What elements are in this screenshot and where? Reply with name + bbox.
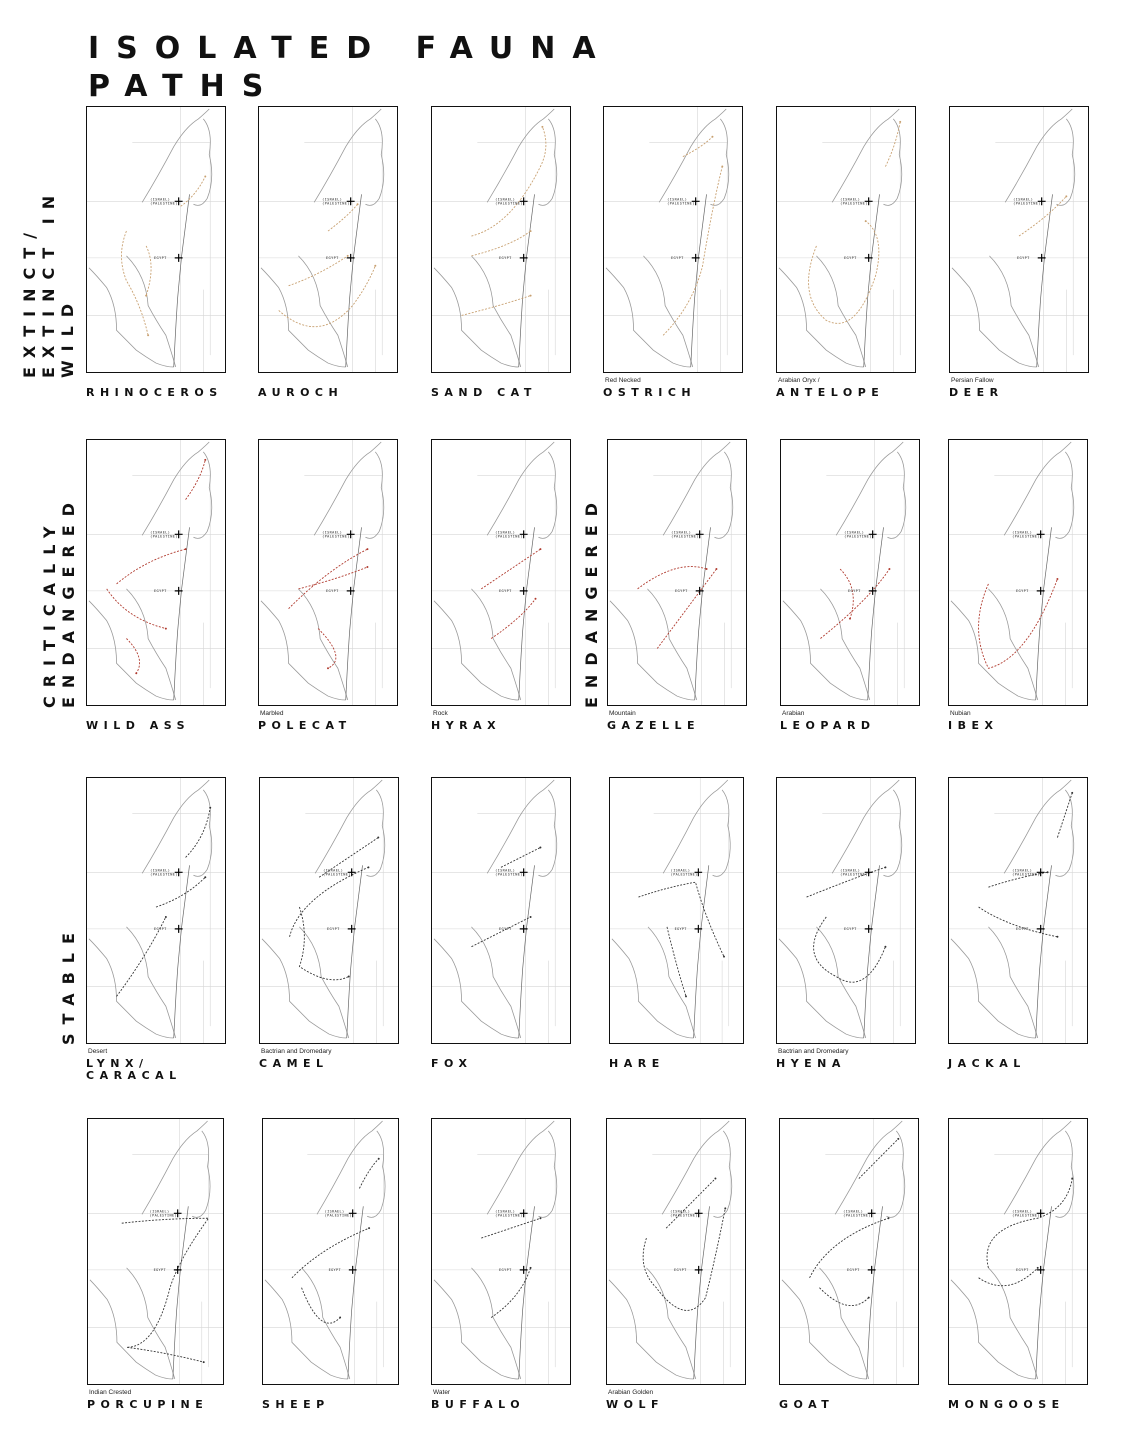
svg-text:EGYPT: EGYPT bbox=[675, 588, 688, 593]
animal-sublabel-leopard: Arabian bbox=[782, 710, 805, 717]
animal-name-jackal: JACKAL bbox=[948, 1057, 1026, 1070]
animal-name-ostrich: OSTRICH bbox=[603, 386, 697, 399]
svg-text:(PALESTINE): (PALESTINE) bbox=[1013, 201, 1041, 206]
status-label-endangered: ENDANGERED bbox=[582, 494, 601, 708]
animal-name-polecat: POLECAT bbox=[258, 719, 352, 732]
svg-text:(ISRAEL): (ISRAEL) bbox=[324, 1209, 345, 1214]
map-panel-antelope bbox=[776, 106, 916, 373]
animal-name-camel: CAMEL bbox=[259, 1057, 329, 1070]
status-label-critically-endangered: CRITICALLY ENDANGERED bbox=[40, 494, 78, 708]
animal-name-goat: GOAT bbox=[779, 1398, 835, 1411]
svg-text:(ISRAEL): (ISRAEL) bbox=[671, 530, 692, 535]
animal-sublabel-hyena: Bactrian and Dromedary bbox=[778, 1048, 849, 1055]
svg-text:EGYPT: EGYPT bbox=[153, 1267, 166, 1272]
map-panel-hyena bbox=[776, 777, 916, 1044]
animal-sublabel-hyrax: Rock bbox=[433, 710, 448, 717]
animal-sublabel-antelope: Arabian Oryx / bbox=[778, 377, 820, 384]
svg-text:(PALESTINE): (PALESTINE) bbox=[149, 1213, 177, 1218]
map-panel-leopard bbox=[780, 439, 920, 706]
animal-name-buffalo: BUFFALO bbox=[431, 1398, 526, 1411]
svg-text:EGYPT: EGYPT bbox=[1016, 588, 1029, 593]
animal-name-rhinoceros: RHINOCEROS bbox=[86, 386, 223, 399]
svg-text:(PALESTINE): (PALESTINE) bbox=[671, 534, 699, 539]
svg-text:(PALESTINE): (PALESTINE) bbox=[1012, 872, 1040, 877]
animal-sublabel-lynx-caracal: Desert bbox=[88, 1048, 108, 1055]
svg-text:(PALESTINE): (PALESTINE) bbox=[843, 1213, 871, 1218]
animal-sublabel-wolf: Arabian Golden bbox=[608, 1389, 654, 1396]
map-panel-goat bbox=[779, 1118, 919, 1385]
svg-text:(PALESTINE): (PALESTINE) bbox=[840, 872, 868, 877]
svg-text:(PALESTINE): (PALESTINE) bbox=[495, 534, 523, 539]
animal-name-lynx-caracal: LYNX/ CARACAL bbox=[86, 1057, 182, 1082]
animal-name-sheep: SHEEP bbox=[262, 1398, 330, 1411]
svg-text:EGYPT: EGYPT bbox=[154, 926, 167, 931]
svg-text:(ISRAEL): (ISRAEL) bbox=[840, 868, 861, 873]
map-panel-hyrax bbox=[431, 439, 571, 706]
svg-text:(ISRAEL): (ISRAEL) bbox=[150, 868, 171, 873]
animal-sublabel-porcupine: Indian Crested bbox=[89, 1389, 132, 1396]
map-panel-camel bbox=[259, 777, 399, 1044]
svg-text:(ISRAEL): (ISRAEL) bbox=[495, 868, 516, 873]
svg-text:(PALESTINE): (PALESTINE) bbox=[667, 201, 695, 206]
map-panel-fox bbox=[431, 777, 571, 1044]
svg-text:EGYPT: EGYPT bbox=[674, 926, 687, 931]
svg-text:(PALESTINE): (PALESTINE) bbox=[670, 872, 698, 877]
svg-text:(PALESTINE): (PALESTINE) bbox=[322, 534, 350, 539]
svg-text:EGYPT: EGYPT bbox=[1017, 255, 1030, 260]
map-panel-hare bbox=[609, 777, 744, 1044]
animal-name-wild-ass: WILD ASS bbox=[86, 719, 191, 732]
map-panel-deer bbox=[949, 106, 1089, 373]
animal-name-sand-cat: SAND CAT bbox=[431, 386, 537, 399]
svg-text:(PALESTINE): (PALESTINE) bbox=[844, 534, 872, 539]
svg-text:(PALESTINE): (PALESTINE) bbox=[1012, 1213, 1040, 1218]
svg-text:(ISRAEL): (ISRAEL) bbox=[670, 868, 691, 873]
animal-name-hyena: HYENA bbox=[776, 1057, 846, 1070]
svg-text:EGYPT: EGYPT bbox=[847, 1267, 860, 1272]
svg-text:(ISRAEL): (ISRAEL) bbox=[843, 1209, 864, 1214]
animal-name-mongoose: MONGOOSE bbox=[948, 1398, 1065, 1411]
map-panel-mongoose bbox=[948, 1118, 1088, 1385]
svg-text:(PALESTINE): (PALESTINE) bbox=[495, 872, 523, 877]
animal-name-fox: FOX bbox=[431, 1057, 473, 1070]
animal-name-deer: DEER bbox=[949, 386, 1004, 399]
svg-text:(PALESTINE): (PALESTINE) bbox=[840, 201, 868, 206]
animal-name-hyrax: HYRAX bbox=[431, 719, 502, 732]
svg-text:EGYPT: EGYPT bbox=[1016, 926, 1029, 931]
svg-text:(ISRAEL): (ISRAEL) bbox=[495, 1209, 516, 1214]
map-panel-polecat bbox=[258, 439, 398, 706]
svg-text:(PALESTINE): (PALESTINE) bbox=[150, 201, 178, 206]
svg-text:EGYPT: EGYPT bbox=[499, 588, 512, 593]
svg-text:EGYPT: EGYPT bbox=[328, 1267, 341, 1272]
svg-text:(PALESTINE): (PALESTINE) bbox=[322, 201, 350, 206]
map-panel-jackal bbox=[948, 777, 1088, 1044]
animal-name-leopard: LEOPARD bbox=[780, 719, 876, 732]
animal-name-gazelle: GAZELLE bbox=[607, 719, 701, 732]
svg-text:(ISRAEL): (ISRAEL) bbox=[1012, 530, 1033, 535]
svg-text:EGYPT: EGYPT bbox=[499, 1267, 512, 1272]
svg-text:(ISRAEL): (ISRAEL) bbox=[667, 197, 688, 202]
svg-text:(ISRAEL): (ISRAEL) bbox=[670, 1209, 691, 1214]
svg-text:(PALESTINE): (PALESTINE) bbox=[324, 1213, 352, 1218]
svg-text:EGYPT: EGYPT bbox=[154, 255, 167, 260]
svg-text:EGYPT: EGYPT bbox=[499, 255, 512, 260]
map-panel-gazelle bbox=[607, 439, 747, 706]
svg-text:(ISRAEL): (ISRAEL) bbox=[150, 197, 171, 202]
animal-sublabel-deer: Persian Fallow bbox=[951, 377, 994, 384]
animal-name-wolf: WOLF bbox=[606, 1398, 665, 1411]
svg-text:(ISRAEL): (ISRAEL) bbox=[323, 868, 344, 873]
map-panel-auroch bbox=[258, 106, 398, 373]
svg-text:(ISRAEL): (ISRAEL) bbox=[1013, 197, 1034, 202]
svg-text:EGYPT: EGYPT bbox=[326, 255, 339, 260]
animal-name-antelope: ANTELOPE bbox=[776, 386, 885, 399]
svg-text:(ISRAEL): (ISRAEL) bbox=[150, 530, 171, 535]
svg-text:EGYPT: EGYPT bbox=[1016, 1267, 1029, 1272]
title-line-1: ISOLATED FAUNA bbox=[88, 31, 613, 66]
svg-text:(ISRAEL): (ISRAEL) bbox=[322, 530, 343, 535]
svg-text:EGYPT: EGYPT bbox=[844, 926, 857, 931]
svg-text:(ISRAEL): (ISRAEL) bbox=[495, 197, 516, 202]
svg-text:(PALESTINE): (PALESTINE) bbox=[670, 1213, 698, 1218]
status-label-stable: STABLE bbox=[59, 924, 78, 1045]
animal-sublabel-camel: Bactrian and Dromedary bbox=[261, 1048, 332, 1055]
svg-text:EGYPT: EGYPT bbox=[844, 255, 857, 260]
map-panel-sand-cat bbox=[431, 106, 571, 373]
svg-text:(PALESTINE): (PALESTINE) bbox=[323, 872, 351, 877]
title-line-2: PATHS bbox=[88, 69, 281, 104]
svg-text:(ISRAEL): (ISRAEL) bbox=[840, 197, 861, 202]
svg-text:(ISRAEL): (ISRAEL) bbox=[844, 530, 865, 535]
svg-text:(PALESTINE): (PALESTINE) bbox=[1012, 534, 1040, 539]
animal-name-hare: HARE bbox=[609, 1057, 665, 1070]
svg-text:(PALESTINE): (PALESTINE) bbox=[495, 1213, 523, 1218]
svg-text:(ISRAEL): (ISRAEL) bbox=[149, 1209, 170, 1214]
map-panel-sheep bbox=[262, 1118, 399, 1385]
svg-text:EGYPT: EGYPT bbox=[674, 1267, 687, 1272]
page-title bbox=[88, 30, 613, 106]
map-panel-wolf bbox=[606, 1118, 746, 1385]
animal-sublabel-ostrich: Red Necked bbox=[605, 377, 641, 384]
status-label-extinct: EXTINCT/ EXTINCT IN WILD bbox=[20, 186, 77, 378]
svg-text:EGYPT: EGYPT bbox=[327, 926, 340, 931]
map-panel-rhinoceros bbox=[86, 106, 226, 373]
animal-sublabel-gazelle: Mountain bbox=[609, 710, 636, 717]
svg-text:(ISRAEL): (ISRAEL) bbox=[1012, 1209, 1033, 1214]
svg-text:(PALESTINE): (PALESTINE) bbox=[150, 534, 178, 539]
animal-sublabel-polecat: Marbled bbox=[260, 710, 284, 717]
svg-text:(ISRAEL): (ISRAEL) bbox=[322, 197, 343, 202]
map-panel-wild-ass bbox=[86, 439, 226, 706]
svg-text:(PALESTINE): (PALESTINE) bbox=[495, 201, 523, 206]
svg-text:EGYPT: EGYPT bbox=[671, 255, 684, 260]
animal-sublabel-ibex: Nubian bbox=[950, 710, 971, 717]
animal-name-auroch: AUROCH bbox=[258, 386, 344, 399]
svg-text:(ISRAEL): (ISRAEL) bbox=[495, 530, 516, 535]
svg-text:EGYPT: EGYPT bbox=[848, 588, 861, 593]
animal-name-ibex: IBEX bbox=[948, 719, 999, 732]
map-panel-ibex bbox=[948, 439, 1088, 706]
animal-name-porcupine: PORCUPINE bbox=[87, 1398, 209, 1411]
svg-text:EGYPT: EGYPT bbox=[154, 588, 167, 593]
map-panel-porcupine bbox=[87, 1118, 224, 1385]
map-panel-lynx-caracal bbox=[86, 777, 226, 1044]
svg-text:(ISRAEL): (ISRAEL) bbox=[1012, 868, 1033, 873]
map-panel-buffalo bbox=[431, 1118, 571, 1385]
svg-text:EGYPT: EGYPT bbox=[499, 926, 512, 931]
svg-text:EGYPT: EGYPT bbox=[326, 588, 339, 593]
svg-text:(PALESTINE): (PALESTINE) bbox=[150, 872, 178, 877]
map-panel-ostrich bbox=[603, 106, 743, 373]
animal-sublabel-buffalo: Water bbox=[433, 1389, 451, 1396]
